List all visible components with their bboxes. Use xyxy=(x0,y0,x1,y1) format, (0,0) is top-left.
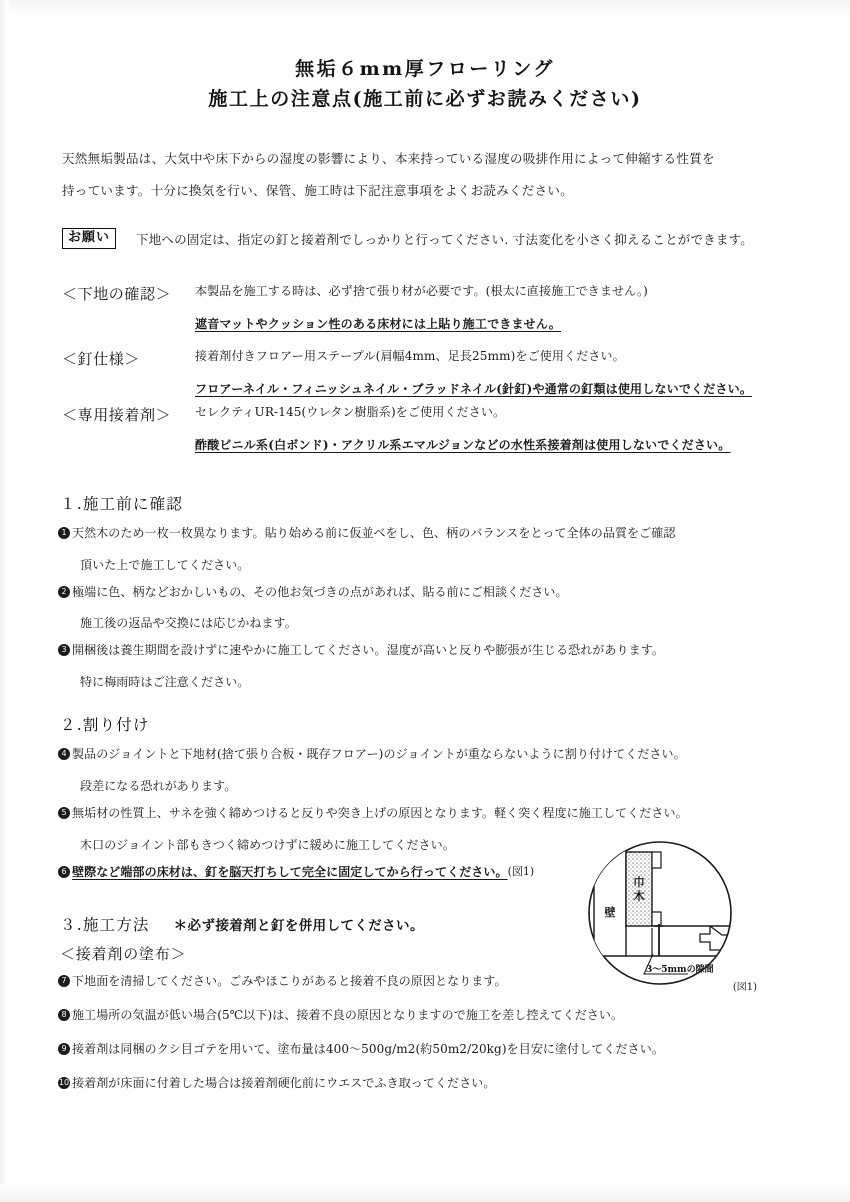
spec-adhesive xyxy=(62,404,802,455)
list-item-text: 無垢材の性質上、サネを強く締めつけると反りや突き上げの原因となります。軽く突く程度に施工してください。 xyxy=(72,806,688,820)
list-item-continuation: 特に梅雨時はご注意ください。 xyxy=(80,675,250,689)
scan-edge-bottom xyxy=(0,1184,850,1202)
section-3-title-text: ３.施工方法 xyxy=(60,916,150,934)
list-item-text: 壁際など端部の床材は、釘を脳天打ちして完全に固定してから行ってください。 xyxy=(72,865,508,879)
intro-line-1: 天然無垢製品は、大気中や床下からの湿度の影響により、本来持っている湿度の吸排作用によって伸縮する性質を xyxy=(62,151,715,166)
list-item-continuation: 段差になる恐れがあります。 xyxy=(80,779,237,793)
spec-nail xyxy=(62,348,802,399)
spec-substrate-check-head: ＜下地の確認＞ xyxy=(62,285,172,303)
section-1-title: １.施工前に確認 xyxy=(60,495,184,513)
request-text: 下地への固定は、指定の釘と接着剤でしっかりと行ってください. 寸法変化を小さく抑えることができます。 xyxy=(136,231,753,247)
list-item-text: 接着剤が床面に付着した場合は接着剤硬化前にウエスでふき取ってください。 xyxy=(72,1076,496,1090)
request-notice xyxy=(62,228,782,249)
baseboard-label-char2: 木 xyxy=(633,889,645,903)
numbered-bullet-icon: 10 xyxy=(58,1078,70,1087)
numbered-bullet-icon: 8 xyxy=(58,1009,70,1021)
request-badge: お願い xyxy=(62,228,116,249)
list-item-text: 施工場所の気温が低い場合(5℃以下)は、接着不良の原因となりますので施工を差し控えてください。 xyxy=(72,1008,624,1022)
scan-edge-left xyxy=(0,0,10,1202)
list-item xyxy=(58,1074,496,1092)
figure-reference: (図1) xyxy=(507,865,535,878)
wall-shape xyxy=(594,840,626,956)
numbered-bullet-icon: 9 xyxy=(58,1043,70,1055)
spec-adhesive-line1: セレクティUR-145(ウレタン樹脂系)をご使用ください。 xyxy=(195,405,506,419)
list-item-text: 接着剤は同梱のクシ目ゴテを用いて、塗布量は400〜500g/m2(約50m2/20kg)を目安に塗付してください。 xyxy=(72,1042,664,1056)
scan-edge-top xyxy=(0,0,850,14)
list-item xyxy=(58,972,507,990)
numbered-bullet-icon: 5 xyxy=(58,807,70,819)
baseboard-step-top xyxy=(652,852,661,868)
document-title xyxy=(0,55,850,114)
spec-adhesive-head: ＜専用接着剤＞ xyxy=(62,406,172,424)
spec-substrate-check xyxy=(62,283,802,334)
numbered-bullet-icon: 7 xyxy=(58,975,70,987)
spec-nail-line2: フロアーネイル・フィニッシュネイル・ブラッドネイル(針釘)や通常の釘類は使用しないでください。 xyxy=(195,382,753,397)
subsection-adhesive-application-head: ＜接着剤の塗布＞ xyxy=(60,945,187,963)
figure-1-svg xyxy=(560,838,775,998)
spec-substrate-check-line2: 遮音マットやクッション性のある床材には上貼り施工できません。 xyxy=(195,317,562,332)
numbered-bullet-icon: 2 xyxy=(58,586,70,598)
section-3-title xyxy=(60,913,424,935)
spec-adhesive-line2: 酢酸ビニル系(白ボンド)・アクリル系エマルジョンなどの水性系接着剤は使用しないでください。 xyxy=(195,438,731,453)
title-line-2: 施工上の注意点(施工前に必ずお読みください) xyxy=(208,87,642,110)
list-item-text: 開梱後は養生期間を設けずに速やかに施工してください。湿度が高いと反りや膨張が生じる恐れがあります。 xyxy=(72,643,664,657)
list-item-text: 製品のジョイントと下地材(捨て張り合板・既存フロアー)のジョイントが重ならないように割り付けてください。 xyxy=(72,747,686,761)
title-line-1: 無垢６mm厚フローリング xyxy=(295,58,555,80)
intro-paragraph xyxy=(62,143,722,207)
list-item xyxy=(58,583,568,601)
list-item xyxy=(58,745,686,763)
list-item-continuation: 木口のジョイント部もきつく締めつけずに緩めに施工してください。 xyxy=(80,838,455,852)
list-item xyxy=(58,804,688,822)
list-item xyxy=(58,1006,623,1024)
baseboard-step-bottom xyxy=(652,912,661,926)
list-item-continuation: 頂いた上で施工してください。 xyxy=(80,558,250,572)
list-item-text: 極端に色、柄などおかしいもの、その他お気づきの点があれば、貼る前にご相談ください。 xyxy=(72,585,568,599)
list-item-continuation: 施工後の返品や交換には応じかねます。 xyxy=(80,616,297,630)
numbered-bullet-icon: 4 xyxy=(58,748,70,760)
numbered-bullet-icon: 1 xyxy=(58,527,70,539)
list-item xyxy=(58,641,664,659)
spec-nail-line1: 接着剤付きフロアー用ステープル(肩幅4mm、足長25mm)をご使用ください。 xyxy=(195,349,625,363)
section-3-note: ＊必ず接着剤と釘を併用してください。 xyxy=(173,918,424,934)
numbered-bullet-icon: 6 xyxy=(58,866,70,878)
list-item xyxy=(58,863,534,881)
intro-line-2: 持っています。十分に換気を行い、保管、施工時は下記注意事項をよくお読みください。 xyxy=(62,182,574,198)
baseboard-label-char1: 巾 xyxy=(633,875,645,889)
spec-nail-head: ＜釘仕様＞ xyxy=(62,350,141,368)
numbered-bullet-icon: 3 xyxy=(58,644,70,656)
list-item-text: 天然木のため一枚一枚異なります。貼り始める前に仮並べをし、色、柄のバランスをとって全体の品質をご確認 xyxy=(72,526,676,540)
figure-caption: (図1) xyxy=(732,982,757,993)
list-item xyxy=(58,1040,664,1058)
list-item-text: 下地面を清掃してください。ごみやほこりがあると接着不良の原因となります。 xyxy=(72,974,507,988)
spec-substrate-check-line1: 本製品を施工する時は、必ず捨て張り材が必要です。(根太に直接施工できません。) xyxy=(195,284,648,298)
figure-1-diagram xyxy=(560,838,775,998)
gap-label: 3〜5mmの隙間 xyxy=(646,965,714,975)
wall-label: 壁 xyxy=(604,906,616,919)
section-2-title: ２.割り付け xyxy=(60,716,150,734)
list-item xyxy=(58,524,675,542)
